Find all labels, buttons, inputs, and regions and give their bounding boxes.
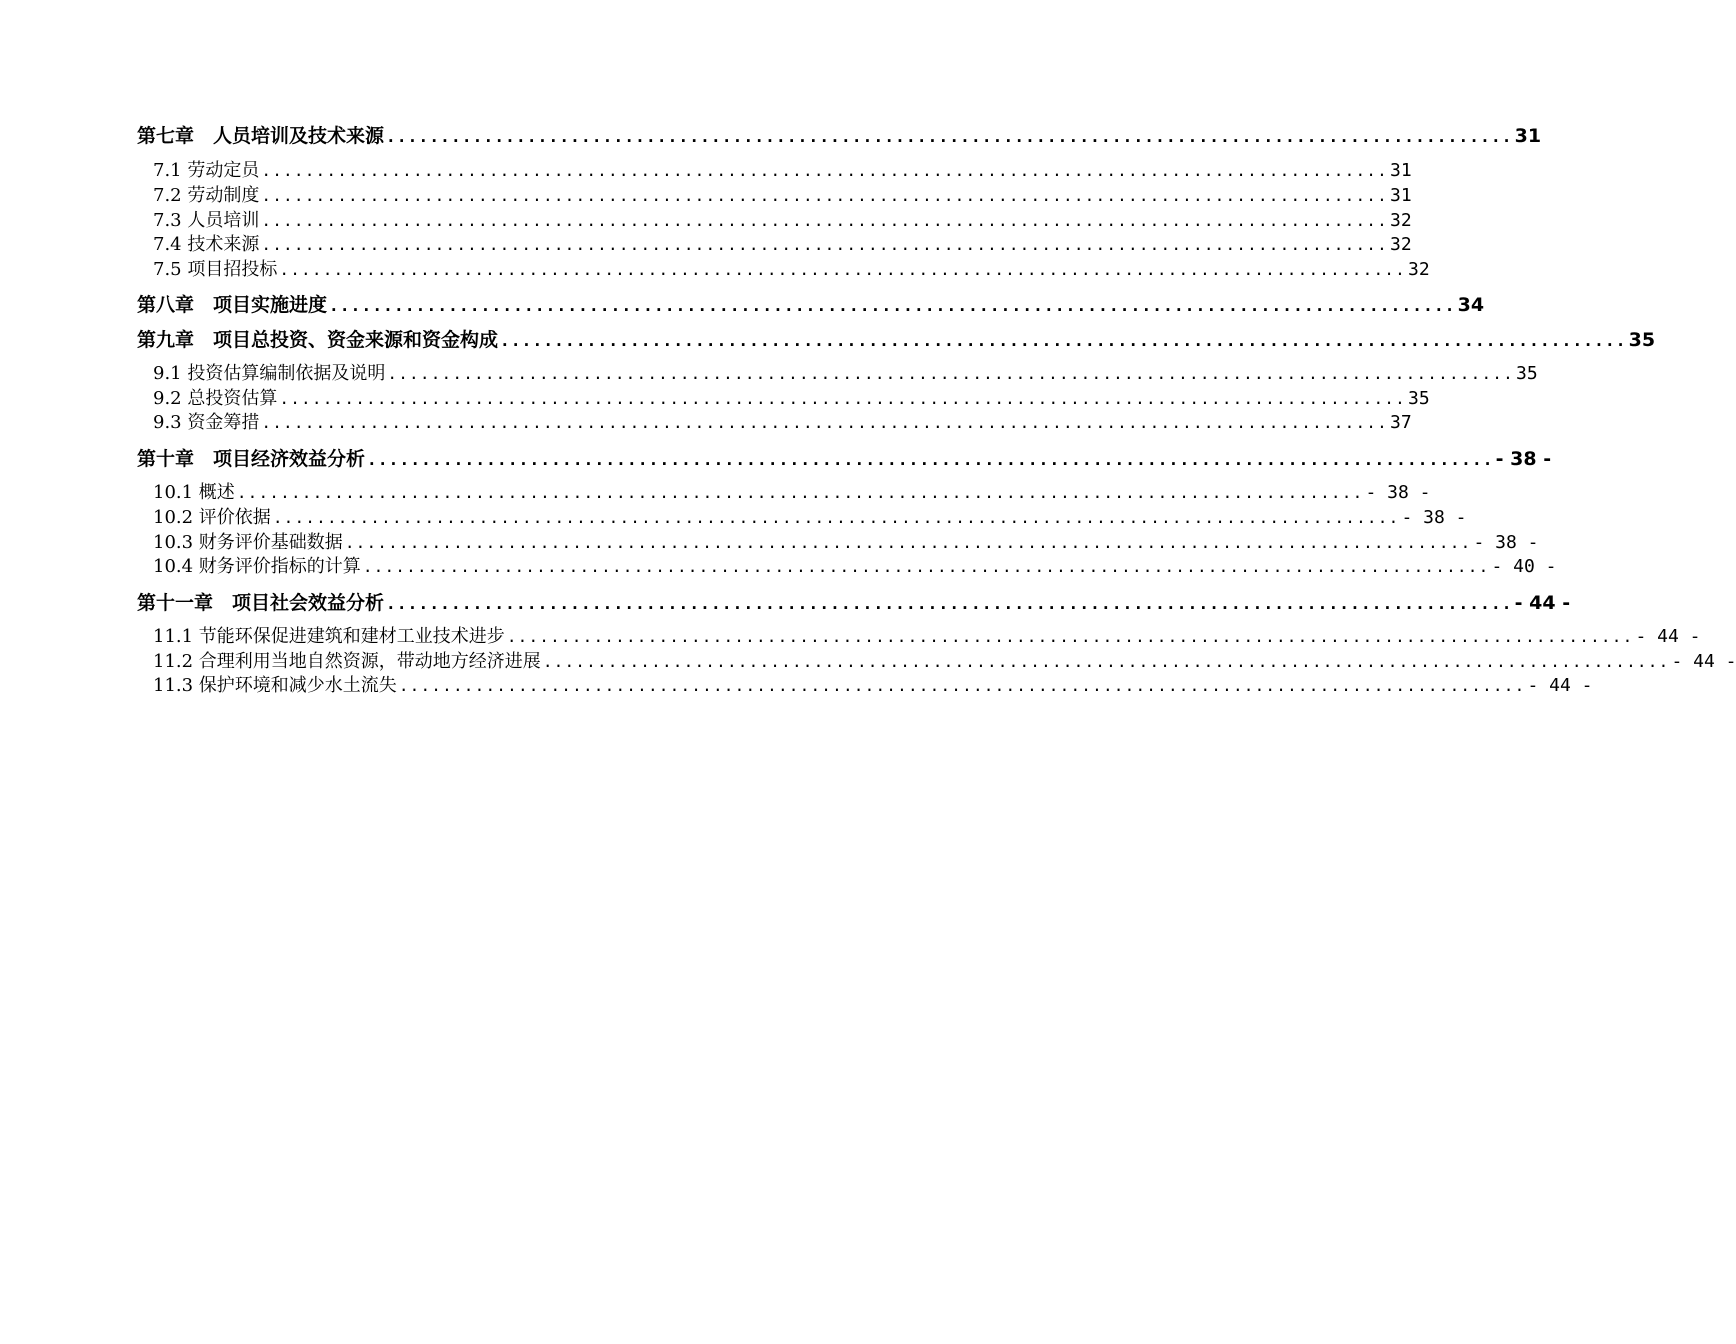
dot-leader: ........................................................................................................ xyxy=(386,127,1513,146)
dot-leader: ........................................................................................................ xyxy=(329,296,1456,315)
toc-entry-title: 10.1 概述 xyxy=(153,482,235,503)
toc-entry-title: 第七章 人员培训及技术来源 xyxy=(137,125,385,147)
toc-entry-page: - 38 - xyxy=(1473,532,1539,553)
dot-leader: ........................................................................................................ xyxy=(386,594,1513,613)
toc-entry-page: - 44 - xyxy=(1514,592,1571,614)
toc-chapter-10[interactable] xyxy=(137,446,1552,472)
toc-entry-title: 9.1 投资估算编制依据及说明 xyxy=(153,363,386,384)
toc-entry-title: 第十一章 项目社会效益分析 xyxy=(137,592,385,614)
toc-entry-page: 37 xyxy=(1389,412,1412,433)
dot-leader: ........................................................................................................ xyxy=(506,627,1634,646)
toc-entry-page: - 38 - xyxy=(1365,482,1431,503)
toc-entry-page: - 40 - xyxy=(1491,556,1557,577)
toc-section-10-1[interactable] xyxy=(153,480,1431,506)
toc-section-11-1[interactable] xyxy=(153,624,1701,650)
toc-entry-title: 9.2 总投资估算 xyxy=(153,388,278,409)
toc-entry-page: 31 xyxy=(1389,160,1412,181)
dot-leader: ........................................................................................................ xyxy=(236,483,1364,502)
toc-section-9-3[interactable] xyxy=(153,410,1412,436)
toc-entry-title: 7.3 人员培训 xyxy=(153,210,260,231)
toc-entry-title: 10.3 财务评价基础数据 xyxy=(153,532,343,553)
toc-entry-title: 7.2 劳动制度 xyxy=(153,185,260,206)
toc-entry-page: 35 xyxy=(1628,329,1656,351)
toc-entry-title: 11.1 节能环保促进建筑和建材工业技术进步 xyxy=(153,626,505,647)
toc-entry-page: 34 xyxy=(1457,294,1485,316)
toc-entry-page: 32 xyxy=(1389,234,1412,255)
toc-section-7-1[interactable] xyxy=(153,158,1412,184)
dot-leader: ........................................................................................................ xyxy=(279,389,1406,408)
toc-entry-page: - 44 - xyxy=(1527,675,1593,696)
toc-entry-title: 11.3 保护环境和减少水土流失 xyxy=(153,675,397,696)
toc-entry-title: 7.5 项目招投标 xyxy=(153,259,278,280)
toc-entry-page: 35 xyxy=(1515,363,1538,384)
toc-section-9-1[interactable] xyxy=(153,361,1538,387)
dot-leader: ........................................................................................................ xyxy=(362,557,1490,576)
toc-entry-page: - 38 - xyxy=(1495,448,1552,470)
toc-section-7-4[interactable] xyxy=(153,232,1412,258)
toc-section-10-2[interactable] xyxy=(153,505,1467,531)
dot-leader: ........................................................................................................ xyxy=(367,450,1494,469)
dot-leader: ........................................................................................................ xyxy=(542,652,1670,671)
dot-leader: ........................................................................................................ xyxy=(261,161,1388,180)
dot-leader: ........................................................................................................ xyxy=(500,331,1627,350)
toc-section-7-5[interactable] xyxy=(153,257,1430,283)
dot-leader: ........................................................................................................ xyxy=(387,364,1514,383)
toc-entry-title: 9.3 资金筹措 xyxy=(153,412,260,433)
toc-section-9-2[interactable] xyxy=(153,386,1430,412)
toc-section-10-3[interactable] xyxy=(153,530,1539,556)
toc-section-11-2[interactable] xyxy=(153,649,1736,675)
dot-leader: ........................................................................................................ xyxy=(279,260,1406,279)
toc-entry-title: 11.2 合理利用当地自然资源，带动地方经济进展 xyxy=(153,651,541,672)
dot-leader: ........................................................................................................ xyxy=(344,533,1472,552)
toc-section-7-2[interactable] xyxy=(153,183,1412,209)
toc-entry-page: - 44 - xyxy=(1671,651,1736,672)
toc-entry-page: 31 xyxy=(1389,185,1412,206)
toc-chapter-9[interactable] xyxy=(137,327,1656,353)
dot-leader: ........................................................................................................ xyxy=(261,413,1388,432)
toc-entry-page: - 38 - xyxy=(1401,507,1467,528)
toc-entry-title: 7.1 劳动定员 xyxy=(153,160,260,181)
toc-entry-title: 第九章 项目总投资、资金来源和资金构成 xyxy=(137,329,499,351)
dot-leader: ........................................................................................................ xyxy=(261,186,1388,205)
toc-entry-title: 10.4 财务评价指标的计算 xyxy=(153,556,361,577)
toc-entry-page: 32 xyxy=(1407,259,1430,280)
toc-section-10-4[interactable] xyxy=(153,554,1557,580)
toc-entry-page: 35 xyxy=(1407,388,1430,409)
dot-leader: ........................................................................................................ xyxy=(398,676,1526,695)
toc-entry-page: 32 xyxy=(1389,210,1412,231)
toc-entry-title: 10.2 评价依据 xyxy=(153,507,271,528)
dot-leader: ........................................................................................................ xyxy=(261,211,1388,230)
toc-chapter-7[interactable] xyxy=(137,123,1542,149)
toc-section-11-3[interactable] xyxy=(153,673,1593,699)
toc-entry-page: 31 xyxy=(1514,125,1542,147)
toc-entry-title: 第十章 项目经济效益分析 xyxy=(137,448,366,470)
toc-chapter-11[interactable] xyxy=(137,590,1571,616)
dot-leader: ........................................................................................................ xyxy=(261,235,1388,254)
toc-entry-page: - 44 - xyxy=(1635,626,1701,647)
toc-entry-title: 7.4 技术来源 xyxy=(153,234,260,255)
dot-leader: ........................................................................................................ xyxy=(272,508,1400,527)
toc-section-7-3[interactable] xyxy=(153,208,1412,234)
toc-chapter-8[interactable] xyxy=(137,292,1485,318)
toc-entry-title: 第八章 项目实施进度 xyxy=(137,294,328,316)
